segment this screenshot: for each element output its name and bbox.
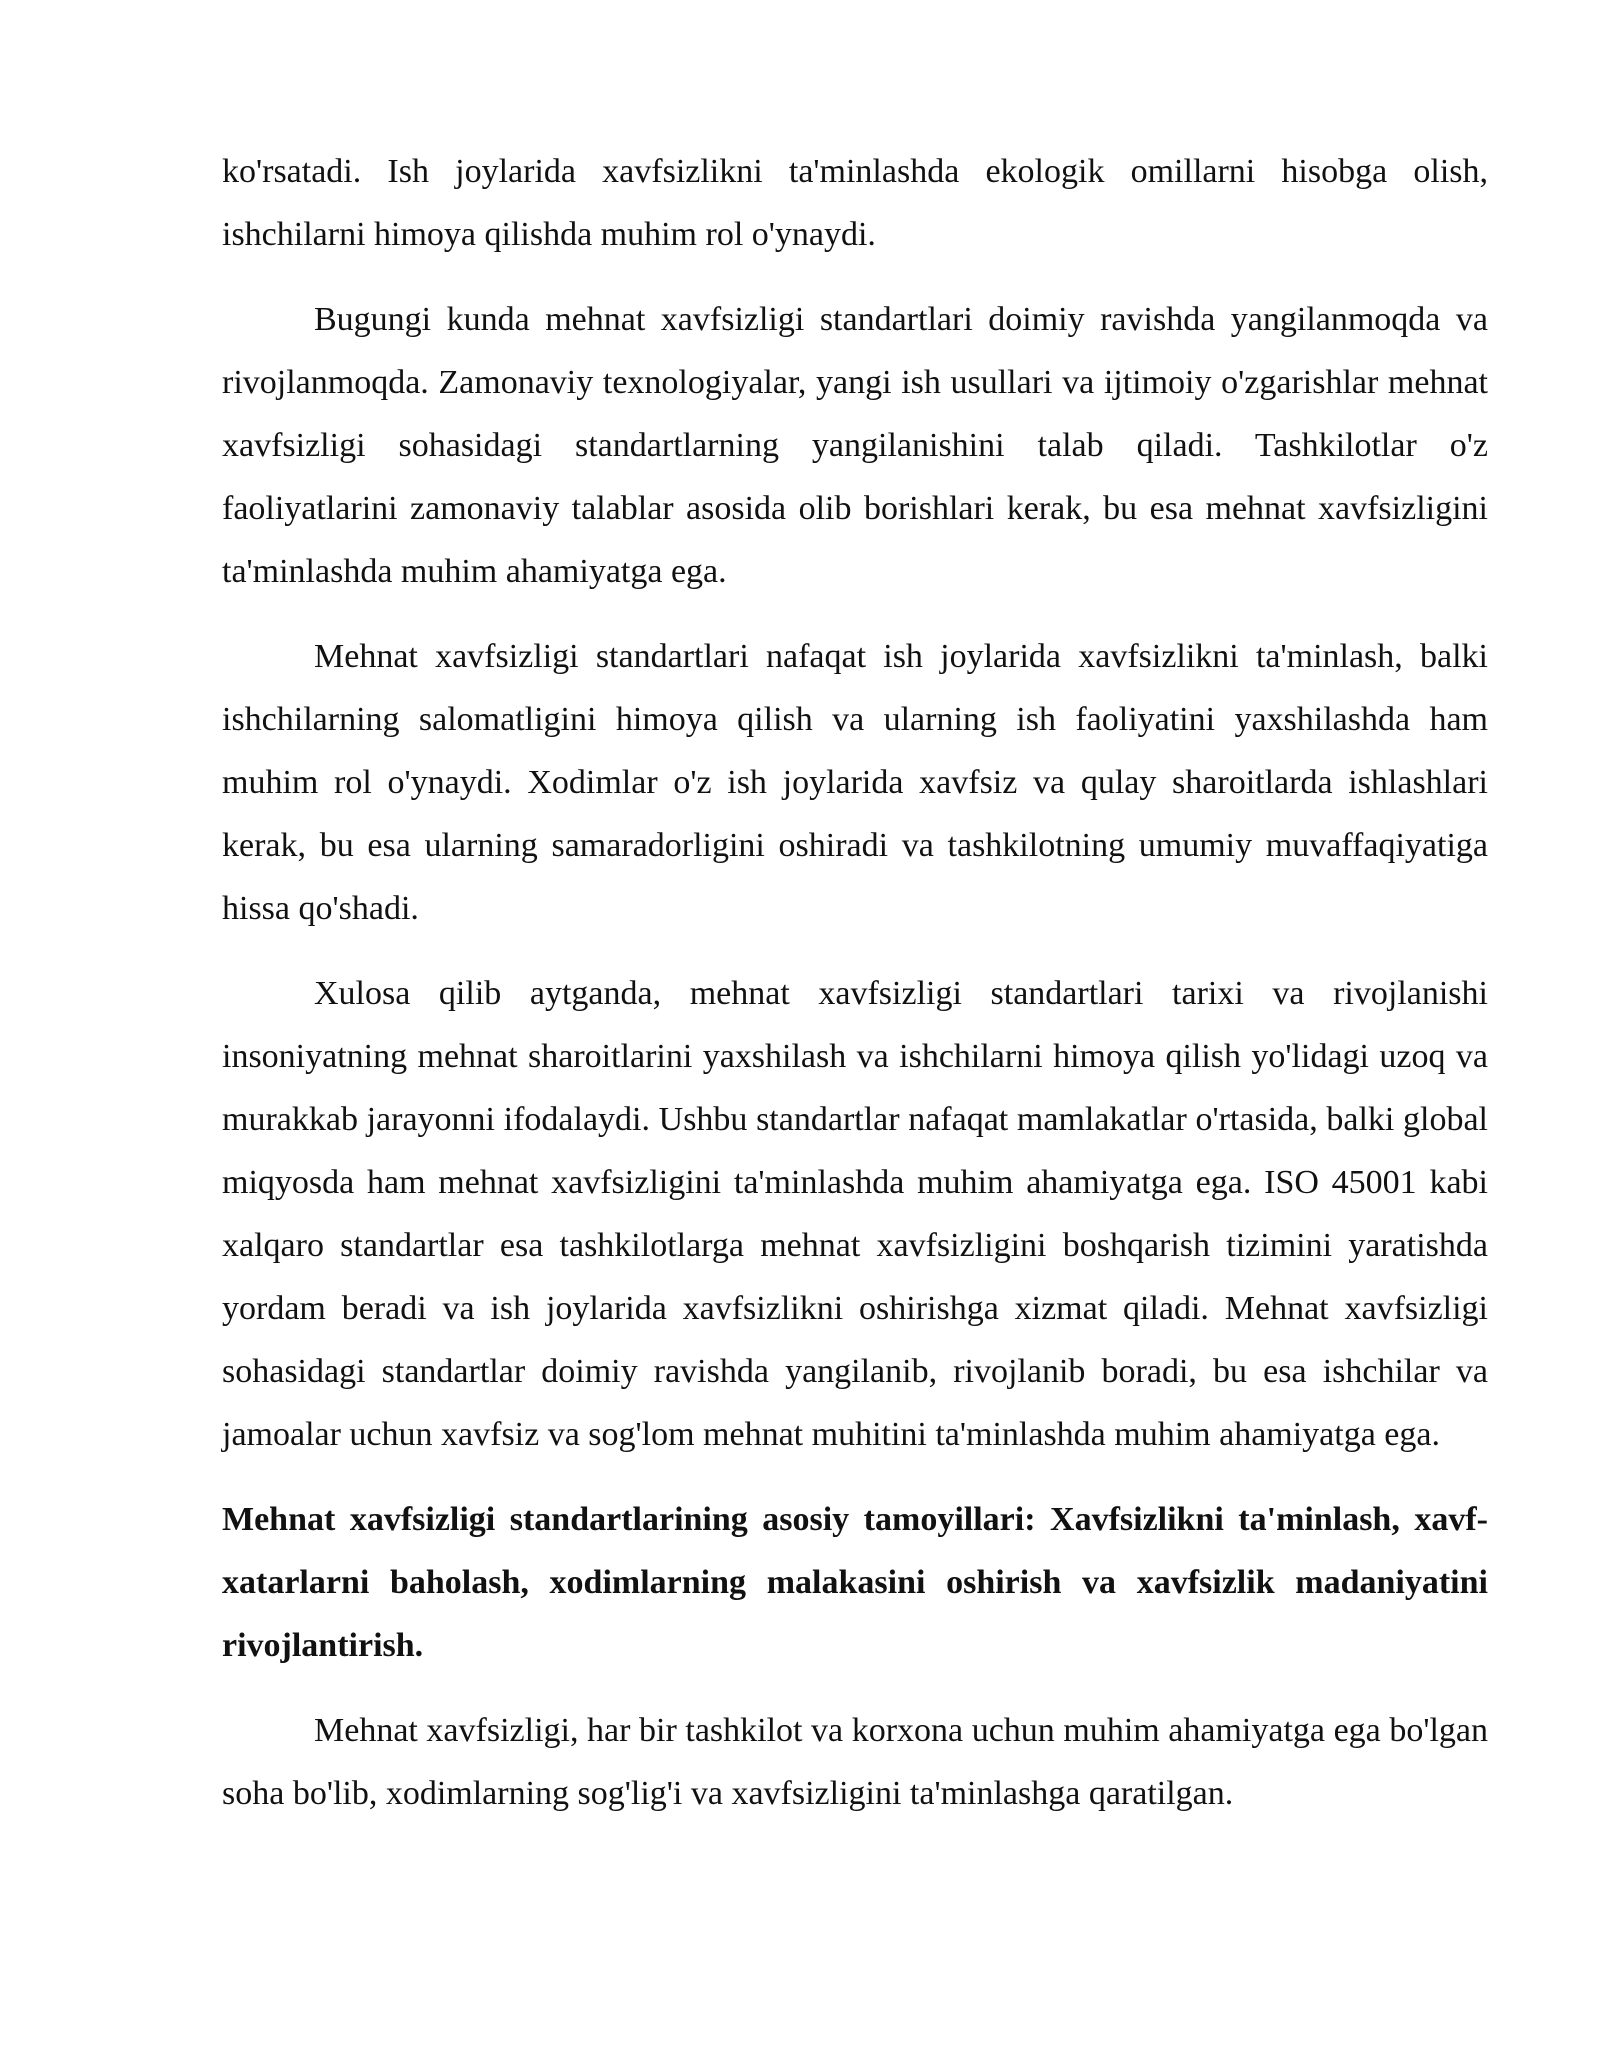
document-body xyxy=(222,140,1488,1847)
paragraph-3: Mehnat xavfsizligi standartlari nafaqat ish joylarida xavfsizlikni ta'minlash, balki ishchilarning salomatligini himoya qilish va ularning ish faoliyatini yaxshilashda ham muhim rol o'ynaydi. Xodimlar o'z ish joylarida xavfsiz va qulay sharoitlarda ishlashlari kerak, bu esa ularning samaradorligini oshiradi va tashkilotning umumiy muvaffaqiyatiga hissa qo'shadi. xyxy=(222,638,1488,927)
paragraph-5: Mehnat xavfsizligi, har bir tashkilot va korxona uchun muhim ahamiyatga ega bo'lgan soha bo'lib, xodimlarning sog'lig'i va xavfsizligini ta'minlashga qaratilgan. xyxy=(222,1712,1488,1812)
section-heading: Mehnat xavfsizligi standartlarining asosiy tamoyillari: Xavfsizlikni ta'minlash, xavf-xatarlarni baholash, xodimlarning malakasini oshirish va xavfsizlik madaniyatini rivojlantirish. xyxy=(222,1501,1488,1664)
paragraph-4: Xulosa qilib aytganda, mehnat xavfsizligi standartlari tarixi va rivojlanishi insoniyatning mehnat sharoitlarini yaxshilash va ishchilarni himoya qilish yo'lidagi uzoq va murakkab jarayonni ifodalaydi. Ushbu standartlar nafaqat mamlakatlar o'rtasida, balki global miqyosda ham mehnat xavfsizligini ta'minlashda muhim ahamiyatga ega. ISO 45001 kabi xalqaro standartlar esa tashkilotlarga mehnat xavfsizligini boshqarish tizimini yaratishda yordam beradi va ish joylarida xavfsizlikni oshirishga xizmat qiladi. Mehnat xavfsizligi sohasidagi standartlar doimiy ravishda yangilanib, rivojlanib boradi, bu esa ishchilar va jamoalar uchun xavfsiz va sog'lom mehnat muhitini ta'minlashda muhim ahamiyatga ega. xyxy=(222,975,1488,1453)
paragraph-2: Bugungi kunda mehnat xavfsizligi standartlari doimiy ravishda yangilanmoqda va rivojlanmoqda. Zamonaviy texnologiyalar, yangi ish usullari va ijtimoiy o'zgarishlar mehnat xavfsizligi sohasidagi standartlarning yangilanishini talab qiladi. Tashkilotlar o'z faoliyatlarini zamonaviy talablar asosida olib borishlari kerak, bu esa mehnat xavfsizligini ta'minlashda muhim ahamiyatga ega. xyxy=(222,301,1488,590)
paragraph-1: ko'rsatadi. Ish joylarida xavfsizlikni ta'minlashda ekologik omillarni hisobga olish, ishchilarni himoya qilishda muhim rol o'ynaydi. xyxy=(222,153,1488,253)
